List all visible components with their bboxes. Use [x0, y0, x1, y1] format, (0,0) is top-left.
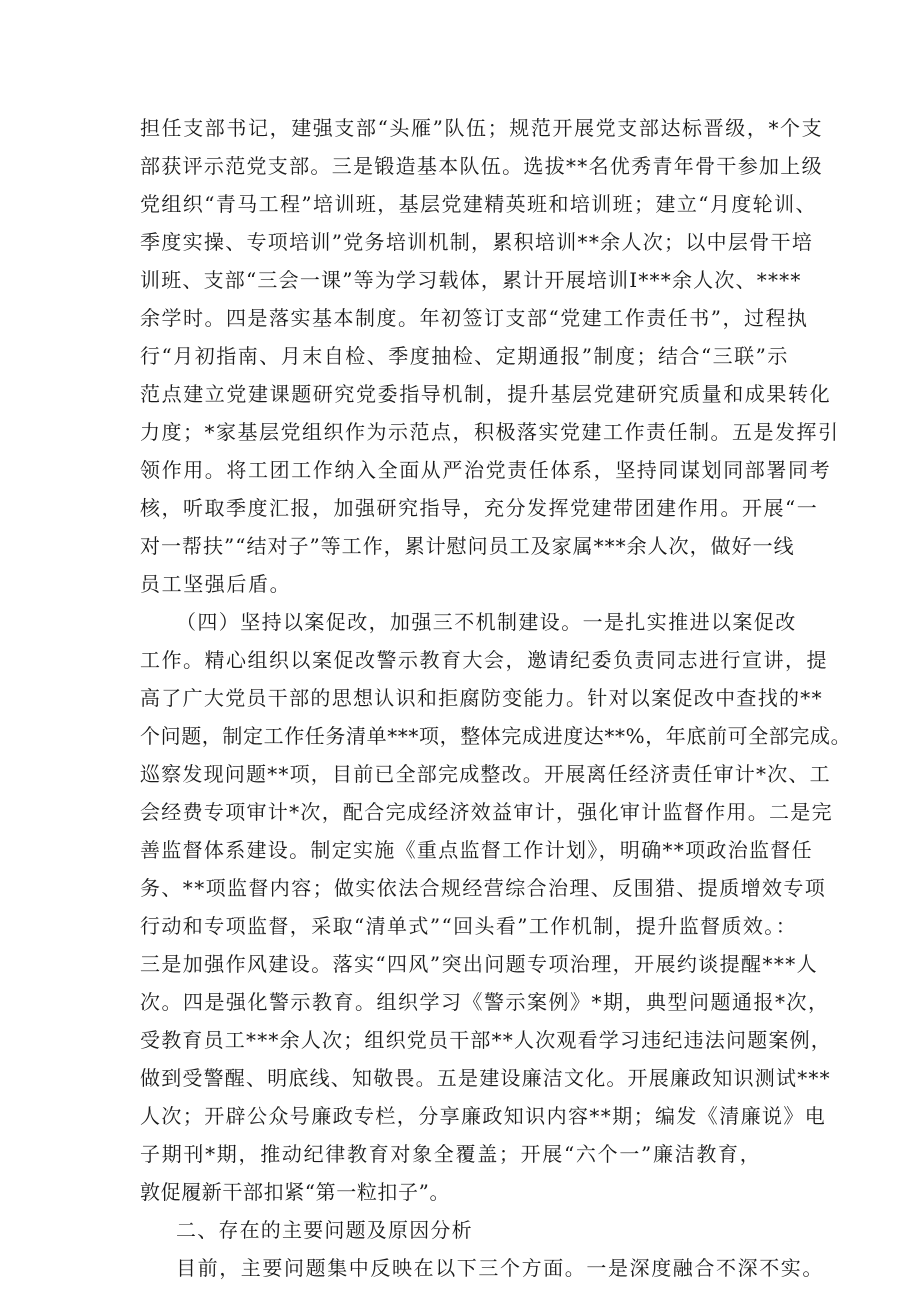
text-line-21: 务、**项监督内容；做实依法合规经营综合治理、反围猎、提质增效专项 — [140, 876, 827, 900]
text-line-31: 目前，主要问题集中反映在以下三个方面。一是深度融合不深不实。 — [176, 1256, 824, 1280]
section-four-heading-line: （四）坚持以案促改，加强三不机制建设。一是扎实推进以案促改 — [176, 610, 797, 634]
text-line-6: 余学时。四是落实基本制度。年初签订支部“党建工作责任书”，过程执 — [140, 306, 809, 330]
text-line-24: 次。四是强化警示教育。组织学习《警示案例》*期，典型问题通报*次， — [140, 990, 830, 1014]
text-line-12: 对一帮扶”“结对子”等工作，累计慰问员工及家属***余人次，做好一线 — [140, 534, 795, 558]
text-line-27: 人次；开辟公众号廉政专栏，分享廉政知识内容**期；编发《清廉说》电 — [140, 1104, 827, 1128]
text-line-11: 核，听取季度汇报，加强研究指导，充分发挥党建带团建作用。开展“一 — [140, 496, 819, 520]
text-line-10: 领作用。将工团工作纳入全面从严治党责任体系，坚持同谋划同部署同考 — [140, 458, 832, 482]
text-line-7: 行“月初指南、月末自检、季度抽检、定期通报”制度；结合“三联”示 — [140, 344, 789, 368]
text-line-23: 三是加强作风建设。落实“四风”突出问题专项治理，开展约谈提醒***人 — [140, 952, 819, 976]
text-line-13: 员工坚强后盾。 — [140, 572, 292, 596]
text-line-2: 部获评示范党支部。三是锻造基本队伍。选拔**名优秀青年骨干参加上级 — [140, 154, 823, 178]
text-line-5: 训班、支部“三会一课”等为学习载体，累计开展培训I***余人次、**** — [140, 268, 802, 292]
text-line-28: 子期刊*期，推动纪律教育对象全覆盖；开展“六个一”廉洁教育， — [140, 1142, 762, 1166]
text-line-15: 工作。精心组织以案促改警示教育大会，邀请纪委负责同志进行宣讲，提 — [140, 648, 828, 672]
text-line-25: 受教育员工***余人次；组织党员干部**人次观看学习违纪违法问题案例， — [140, 1028, 832, 1052]
text-line-20: 善监督体系建设。制定实施《重点监督工作计划》，明确**项政治监督任 — [140, 838, 813, 862]
text-line-26: 做到受警醒、明底线、知敬畏。五是建设廉洁文化。开展廉政知识测试*** — [140, 1066, 831, 1090]
text-line-17: 个问题，制定工作任务清单***项，整体完成进度达**%，年底前可全部完成。 — [140, 724, 852, 748]
section-two-heading: 二、存在的主要问题及原因分析 — [176, 1218, 473, 1242]
text-line-8: 范点建立党建课题研究党委指导机制，提升基层党建研究质量和成果转化 — [140, 382, 832, 406]
text-line-1: 担任支部书记，建强支部“头雁”队伍；规范开展党支部达标晋级，*个支 — [140, 116, 824, 140]
text-line-16: 高了广大党员干部的思想认识和拒腐防变能力。针对以案促改中查找的** — [140, 686, 823, 710]
text-line-3: 党组织“青马工程”培训班，基层党建精英班和培训班；建立“月度轮训、 — [140, 192, 817, 216]
text-line-29: 敦促履新干部扣紧“第一粒扣子”。 — [140, 1180, 451, 1204]
text-line-9: 力度；*家基层党组织作为示范点，积极落实党建工作责任制。五是发挥引 — [140, 420, 840, 444]
text-line-19: 会经费专项审计*次，配合完成经济效益审计，强化审计监督作用。二是完 — [140, 800, 833, 824]
text-line-22: 行动和专项监督，采取“清单式”“回头看”工作机制，提升监督质效。： — [140, 914, 798, 938]
text-line-18: 巡察发现问题**项，目前已全部完成整改。开展离任经济责任审计*次、工 — [140, 762, 831, 786]
text-line-4: 季度实操、专项培训”党务培训机制，累积培训**余人次；以中层骨干培 — [140, 230, 814, 254]
